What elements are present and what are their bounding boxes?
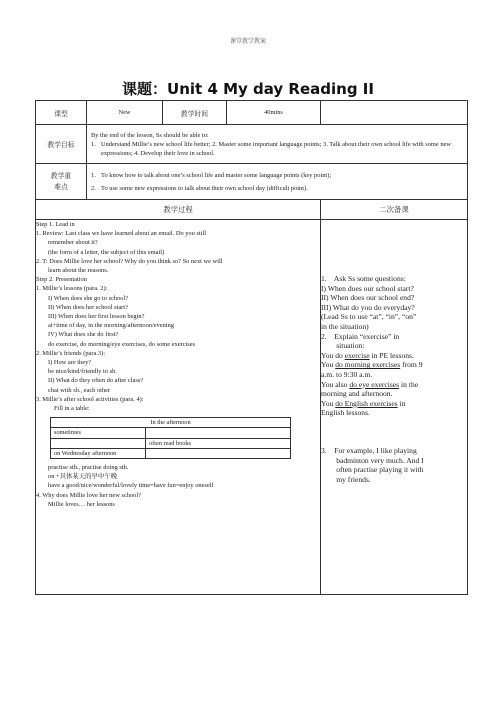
process-line: I) How are they? [48, 359, 92, 367]
time-value: 40mins [227, 101, 321, 125]
process-line: 2. T: Does Millie love her school? Why do you think so? So next we will [36, 257, 223, 265]
process-line: I) When does she go to school? [48, 294, 129, 302]
notes-example-3-line: badminton very much. And I [321, 455, 424, 465]
process-line: remember about it? [48, 239, 98, 247]
example-text: You [321, 398, 336, 408]
key-points-label-2: 难点 [54, 182, 68, 191]
fill-in-table [50, 417, 291, 459]
section-header-row [36, 200, 468, 220]
key-point-item [91, 184, 463, 193]
notes-question-line: (Lead Ss to use “at”, “in”, “on” [321, 312, 417, 322]
lesson-title: 课题：Unit 4 My day Reading II [122, 80, 374, 98]
key-points-content [87, 164, 468, 200]
process-line: II) What do they often do after class? [48, 377, 144, 385]
example-text: English lessons. [321, 408, 370, 418]
notes-examples [321, 351, 467, 418]
underlined-phrase: exercise [344, 350, 370, 360]
notes-example-line [321, 380, 467, 390]
process-line: Millie loves… her lessons [48, 500, 115, 508]
fill-table-cell: sometimes [51, 428, 146, 438]
example-text: from 9 [400, 360, 423, 370]
notes-example-3-line: often practise playing it with [321, 465, 424, 475]
notes-example-line [321, 360, 467, 370]
key-point-number: 2. [91, 184, 96, 192]
fill-table-cell [146, 448, 291, 458]
process-line: 2. Millie’s friends (para.3): [36, 349, 106, 357]
process-content [36, 220, 321, 595]
notes-spacer [321, 220, 467, 274]
key-points-label-1: 教学重 [50, 171, 72, 180]
process-line: have a good/nice/wonderful/lovely time=have fun=enjoy oneself [48, 482, 214, 490]
notes-questions [321, 274, 467, 351]
example-text: You [321, 360, 336, 370]
notes-example-line [321, 351, 467, 361]
notes-example-3-line: my friends. [321, 474, 371, 484]
process-line: practise sth., practise doing sth. [48, 464, 129, 472]
objectives-content [87, 125, 468, 164]
notes-example-line [321, 370, 467, 380]
process-lines-part-2 [36, 463, 320, 509]
process-line: on +具体某天的早中午晚 [48, 473, 118, 481]
key-point-text: To use some new expressions to talk about their own school day (difficult point). [101, 184, 308, 192]
notes-example-3 [321, 446, 467, 484]
underlined-phrase: do morning exercises [335, 360, 401, 370]
process-lines-part-1 [36, 220, 320, 413]
page-header: 课堂教学教案 [229, 39, 266, 45]
notes-gap [321, 418, 467, 446]
process-line: II) When does her school start? [48, 303, 128, 311]
process-line: be nice/kind/friendly to sb. [48, 368, 117, 376]
notes-question-line: situation: [321, 341, 365, 351]
example-text: morning and afternoon. [321, 389, 393, 399]
lesson-plan-table [35, 100, 468, 595]
key-points-row [36, 164, 468, 200]
objectives-row [36, 125, 468, 164]
example-text: in PE lessons. [369, 350, 414, 360]
notes-example-line [321, 399, 467, 409]
example-text: You do [321, 350, 345, 360]
process-line: do exercise, do morning/eye exercises, do some exercises [48, 340, 196, 348]
info-row [36, 101, 468, 125]
notes-question-line: 1. Ask Ss some questions: [321, 274, 406, 283]
process-line: (the form of a letter, the subject of this email) [48, 248, 165, 256]
notes-question-line: III) What do you do everyday? [321, 302, 415, 312]
notes-question-line: 2. Explain “exercise” in [321, 331, 400, 341]
notes-example-line [321, 389, 467, 399]
time-label: 教学时间 [163, 101, 227, 125]
objective-number: 1. [91, 140, 96, 148]
info-empty-cell [321, 101, 468, 125]
process-header: 教学过程 [36, 200, 321, 220]
process-line: Step 2. Presentation [36, 276, 87, 284]
fill-table-cell: on Wednesday afternoon [51, 448, 146, 458]
process-line: Fill in a table: [54, 405, 90, 413]
process-line: 1. Review: Last class we have learned about an email. Do you still [36, 230, 207, 238]
process-line: chat with sb., each other [48, 386, 111, 394]
process-line: 3. Millie’s after school activities (para. 4): [36, 395, 144, 403]
notes-example-3-line: 3. For example, I like playing [321, 445, 417, 455]
example-text: in the [399, 379, 419, 389]
type-value: New [87, 101, 163, 125]
fill-table-cell [146, 428, 291, 438]
process-line: at+time of day, in the morning/afternoon/evening [48, 322, 174, 330]
objectives-intro: By the end of the lesson, Ss should be able to: [91, 131, 209, 139]
process-line: learn about the reasons. [48, 267, 109, 275]
notes-content [321, 220, 468, 595]
notes-question-line: II) When does our school end? [321, 293, 415, 303]
process-line: III) When does her first lesson begin? [48, 313, 145, 321]
notes-header: 二次备课 [321, 200, 468, 220]
fill-table-cell [51, 438, 146, 448]
notes-question-line: I) When does our school start? [321, 283, 414, 293]
key-point-text: To know how to talk about one’s school life and master some language points (key point); [101, 171, 332, 179]
objective-item [91, 140, 463, 158]
key-point-item [91, 171, 463, 180]
underlined-phrase: do English exercises [335, 398, 398, 408]
example-text: You also [321, 379, 350, 389]
key-points-label [36, 164, 87, 200]
objectives-label: 教学目标 [36, 125, 87, 164]
process-line: 1. Millie’s lessons (para. 2): [36, 285, 108, 293]
process-line: IV) What does she do first? [48, 331, 119, 339]
key-point-number: 1. [91, 171, 96, 179]
example-text: a.m. to 9:30 a.m. [321, 369, 373, 379]
notes-question-line: in the situation) [321, 321, 369, 331]
type-label: 课型 [36, 101, 87, 125]
fill-table-header: In the afternoon [51, 418, 291, 428]
process-line: 4. Why does Millie love her new school? [36, 491, 141, 499]
notes-example-line [321, 408, 467, 418]
example-text: in [397, 398, 406, 408]
process-row [36, 220, 468, 595]
fill-table-cell: often read books [146, 438, 291, 448]
objective-text: Understand Millie’s new school life better; 2. Master some important language points; 3. Talk about their own school life with some new expressions; 4. Develop their love in school. [101, 140, 451, 157]
underlined-phrase: do eye exercises [349, 379, 400, 389]
process-line: Step 1. Lead in [36, 221, 75, 228]
